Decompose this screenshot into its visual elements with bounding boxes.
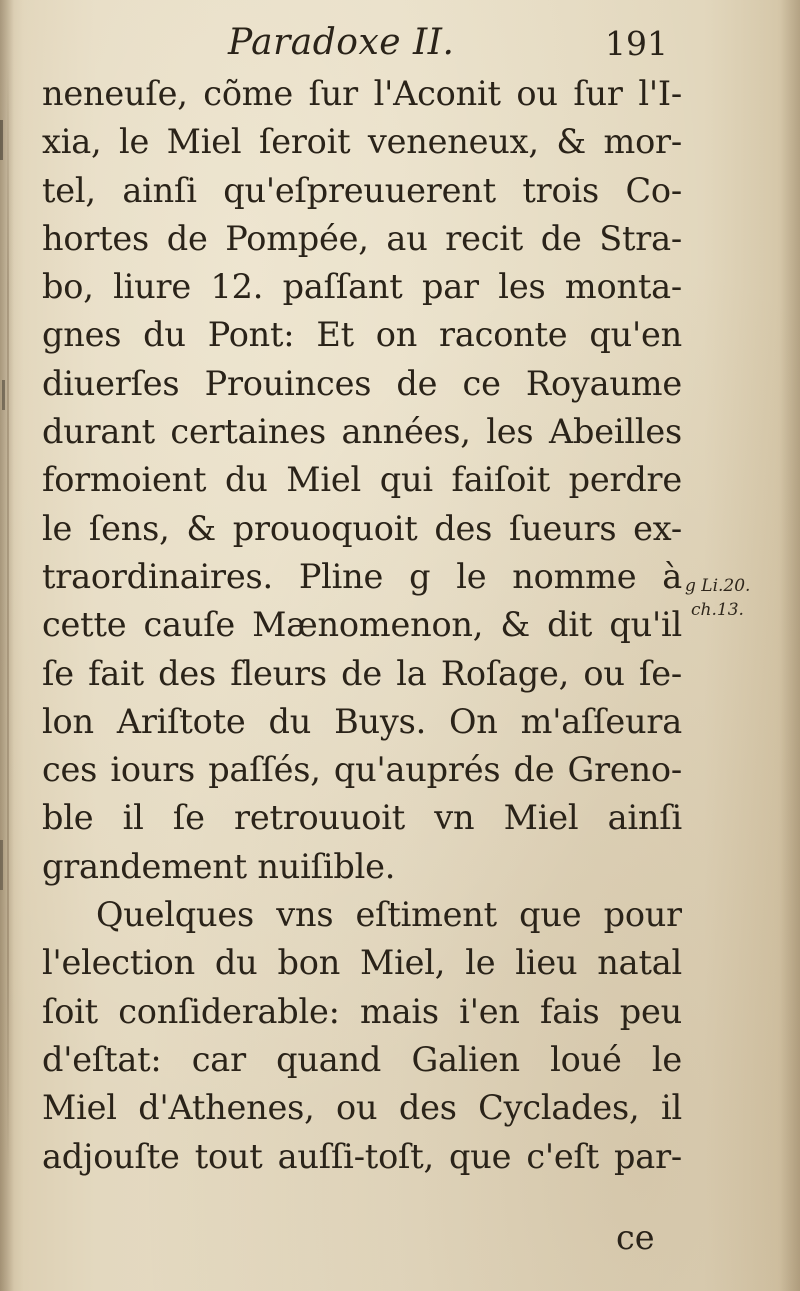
edge-mark [0,120,3,160]
edge-shade [780,0,800,1291]
text-line: ſoit conſiderable: mais i'en fais peu [42,991,682,1031]
text-line: ces iours paſſés, qu'auprés de Greno- [42,750,682,790]
text-line: diuerſes Prouinces de ce Royaume [42,363,682,403]
paragraph-start-line: Quelques vns eſtiment que pour [96,895,682,935]
text-line: lon Ariſtote du Buys. On m'aſſeura [42,701,682,741]
page-header [0,22,800,72]
text-line: d'eſtat: car quand Galien loué le [42,1039,682,1079]
edge-mark [2,380,5,410]
text-line: tel, ainſi qu'eſpreuuerent trois Co- [42,170,682,210]
marginal-note-line: ch.13. [691,600,744,620]
text-line: formoient du Miel qui faiſoit perdre [42,460,682,500]
text-line: hortes de Pompée, au recit de Stra- [42,218,682,258]
text-line: bo, liure 12. paſſant par les monta- [42,267,682,307]
text-line: neneuſe, cõme ſur l'Aconit ou ſur l'I- [42,74,682,113]
text-line: cette cauſe Mænomenon, & dit qu'il [42,605,682,645]
text-line: traordinaires. Pline g le nomme à [42,556,682,596]
page-number: 191 [605,24,668,63]
text-line: adjouſte tout auſſi-toſt, que c'eſt par- [42,1136,682,1176]
marginal-note [685,574,775,622]
text-line: Miel d'Athenes, ou des Cyclades, il [42,1088,682,1128]
paragraph-end-line: grandement nuiſible. [42,846,396,886]
text-line: durant certaines années, les Abeilles [42,412,682,452]
running-title: Paradoxe II. [228,22,455,63]
text-line: ſe fait des fleurs de la Roſage, ou ſe- [42,653,682,693]
body-text [42,70,682,1181]
text-line: ble il ſe retrouuoit vn Miel ainſi [42,798,682,838]
catchword: ce [616,1218,655,1257]
text-line: l'election du bon Miel, le lieu natal [42,943,682,983]
page-fold-line [7,60,9,1180]
text-line: gnes du Pont: Et on raconte qu'en [42,315,682,355]
marginal-note-line: g Li.20. [685,576,751,596]
edge-mark [0,840,3,890]
text-line: le ſens, & prouoquoit des ſueurs ex- [42,508,682,548]
text-line: xia, le Miel ſeroit veneneux, & mor- [42,122,682,162]
